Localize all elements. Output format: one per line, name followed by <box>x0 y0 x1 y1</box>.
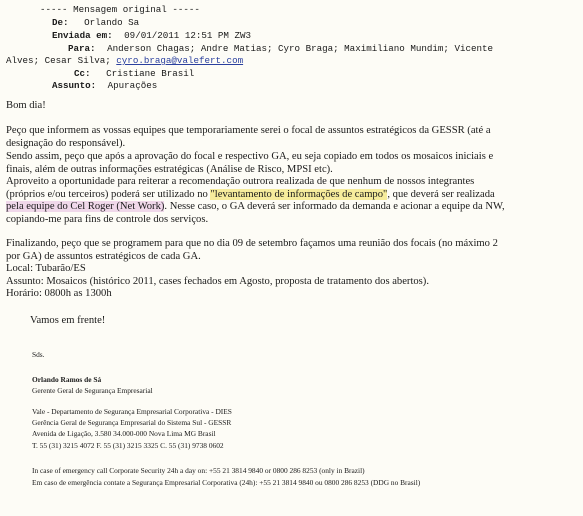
paragraph-2-line-1: Sendo assim, peço que após a aprovação do focal e respectivo GA, eu seja copiado em todos os mosaicos iniciais e <box>6 151 494 162</box>
paragraph-3-line-2 <box>6 189 578 202</box>
greeting: Bom dia! <box>6 100 46 111</box>
signature-sds: Sds. <box>32 350 45 359</box>
from-row <box>52 17 139 29</box>
subject-row <box>52 80 157 92</box>
paragraph-4-line-2: por GA) de assuntos estratégicos de cada GA. <box>6 250 201 262</box>
sent-row <box>52 30 251 42</box>
signature-address: Avenida de Ligação, 3.580 34.000-000 Nova Lima MG Brasil <box>32 429 216 438</box>
cc-label: Cc: <box>74 68 91 79</box>
paragraph-3-line-3 <box>6 201 578 214</box>
to-row-continued <box>6 55 243 67</box>
paragraph-2 <box>6 151 578 176</box>
paragraph-1-line-1: Peço que informem as vossas equipes que temporariamente serei o focal de assuntos estratégicos da GESSR (até a <box>6 125 491 136</box>
cc-value: Cristiane Brasil <box>106 68 195 79</box>
meeting-time: Horário: 0800h as 1300h <box>6 288 112 300</box>
paragraph-3-line-2-c: , que deverá ser realizada <box>387 188 495 200</box>
sent-value: 09/01/2011 12:51 PM ZW3 <box>124 30 251 41</box>
signature-name: Orlando Ramos de Sá <box>32 375 102 384</box>
signature-dept-2: Gerência Geral de Segurança Empresarial do Sistema Sul - GESSR <box>32 418 232 427</box>
highlighted-field-info: "levantamento de informações de campo" <box>210 188 388 200</box>
original-message-separator: ----- Mensagem original ----- <box>40 4 200 15</box>
to-value-line1: Anderson Chagas; Andre Matias; Cyro Braga; Maximiliano Mundim; Vicente <box>107 43 494 54</box>
paragraph-3 <box>6 176 578 226</box>
sent-label: Enviada em: <box>52 30 113 41</box>
closing-line: Vamos em frente! <box>30 315 106 326</box>
paragraph-3-line-3-b: . Nesse caso, o GA deverá ser informado da demanda e acionar a equipe da NW, <box>164 201 505 213</box>
to-email-link[interactable]: cyro.braga@valefert.com <box>116 55 244 66</box>
to-value-line2: Alves; Cesar Silva; <box>6 55 117 66</box>
highlighted-team-name: pela equipe do Cel Roger (Net Work) <box>6 201 165 213</box>
paragraph-4 <box>6 238 578 301</box>
to-label: Para: <box>68 43 96 54</box>
paragraph-2-line-2: finais, além de outras informações estratégicas (Análise de Risco, MPSI etc). <box>6 163 333 175</box>
emergency-contact-pt: Em caso de emergência contate a Segurança Empresarial Corporativa (24h): +55 21 3814 9840 ou 0800 286 8253 (DDG no Brasil) <box>32 478 421 487</box>
cc-row <box>74 68 194 80</box>
signature-phones: T. 55 (31) 3215 4072 F. 55 (31) 3215 3325 C. 55 (31) 9738 0602 <box>32 441 224 450</box>
meeting-subject: Assunto: Mosaicos (histórico 2011, cases fechados em Agosto, proposta de tratamento dos abertos). <box>6 275 429 287</box>
paragraph-3-line-1: Aproveito a oportunidade para reiterar a recomendação outrora realizada de que nenhum de nossos integrantes <box>6 176 475 187</box>
meeting-location: Local: Tubarão/ES <box>6 263 86 275</box>
subject-value: Apurações <box>107 80 158 91</box>
from-value: Orlando Sa <box>84 17 140 28</box>
to-row <box>68 43 493 55</box>
signature-dept-1: Vale - Departamento de Segurança Empresarial Corporativa - DIES <box>32 407 232 416</box>
paragraph-1-line-2: designação do responsável). <box>6 137 126 149</box>
paragraph-3-line-2-a: (próprios e/ou terceiros) poderá ser utilizado no <box>6 188 211 200</box>
paragraph-1 <box>6 125 578 150</box>
paragraph-3-line-4: copiando-me para fins de controle dos serviços. <box>6 213 209 225</box>
from-label: De: <box>52 17 69 28</box>
subject-label: Assunto: <box>52 80 97 91</box>
paragraph-4-line-1: Finalizando, peço que se programem para que no dia 09 de setembro façamos uma reunião dos focais (no máximo 2 <box>6 238 498 249</box>
emergency-contact-en: In case of emergency call Corporate Security 24h a day on: +55 21 3814 9840 or 0800 286 8253 (only in Brazil) <box>32 466 365 475</box>
signature-title: Gerente Geral de Segurança Empresarial <box>32 386 153 395</box>
